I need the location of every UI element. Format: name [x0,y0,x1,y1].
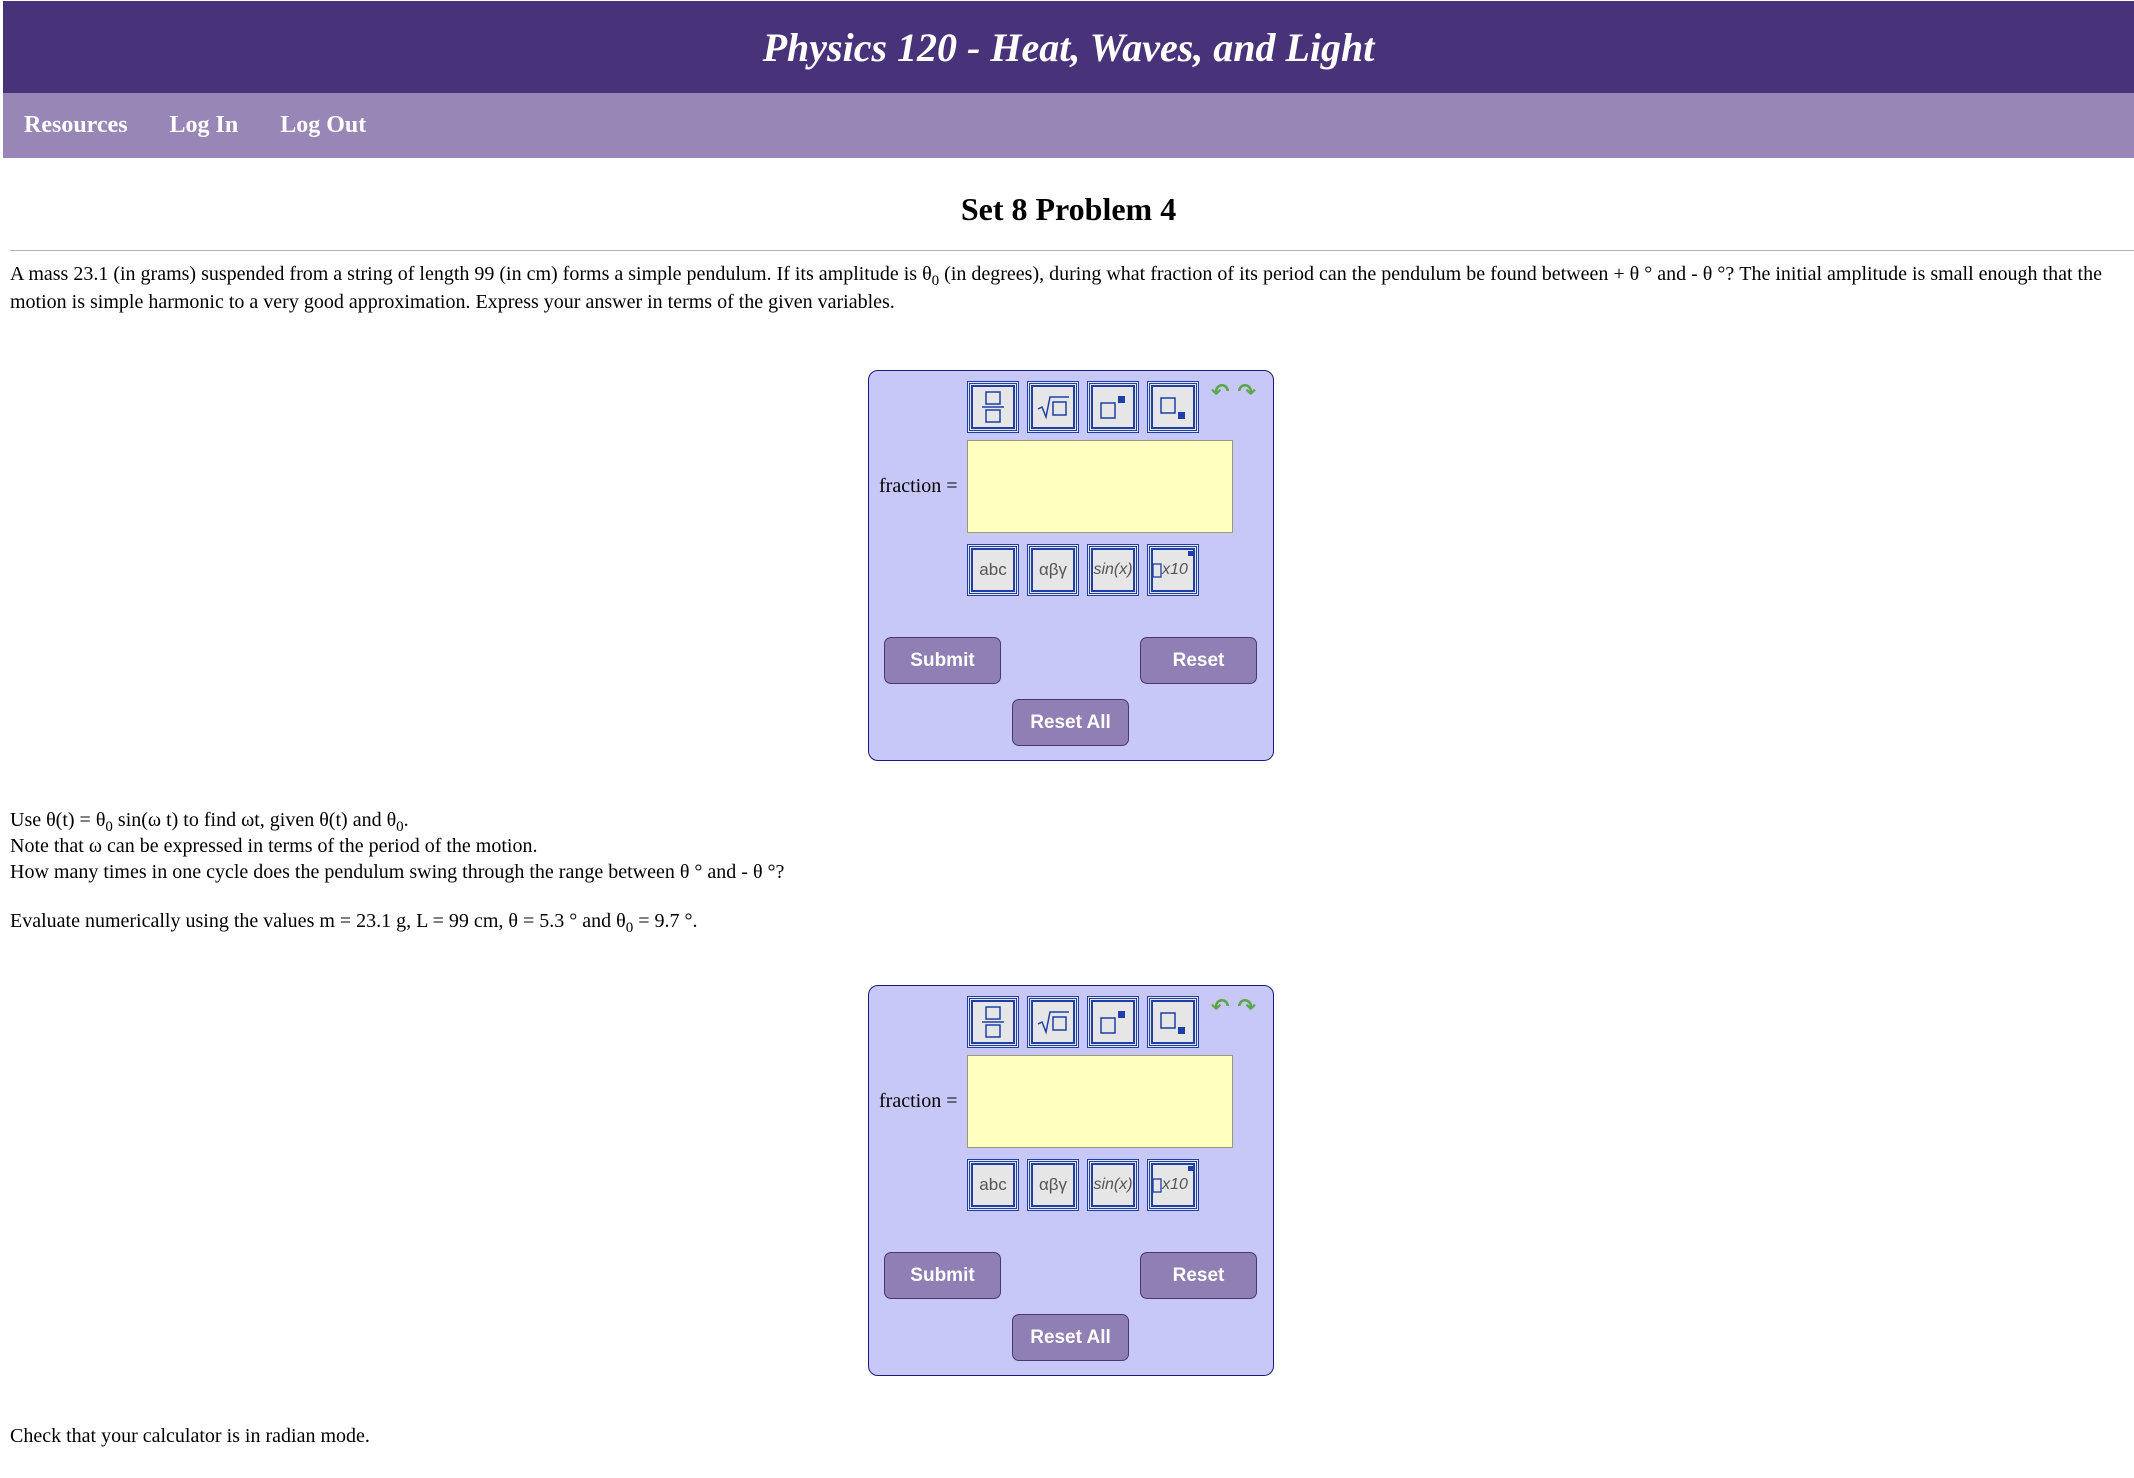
hint-line-1: Use $\theta(t) = \theta_0$ sin(ω t) to find ωt, given θ(t) and $\theta_0$. [10,809,409,835]
answer-box-2 [868,985,1274,1376]
superscript-icon[interactable] [1087,381,1139,433]
answer-input[interactable] [967,440,1233,533]
scientific-notation-button[interactable]: x10 [1147,544,1199,596]
functions-button[interactable]: sin(x) [1087,1159,1139,1211]
page [0,1,2134,1478]
answer-label: fraction = [879,1090,958,1112]
problem-statement: A mass 23.1 (in grams) suspended from a string of length 99 (in cm) forms a simple pendulum. If its amplitude is $\theta_0$ (in degrees), during what fraction of its period can the pendulum be found between + θ ° and - θ °? The initial amplitude is small enough that the motion is simple harmonic to a very good approximation. Express your answer in terms of the given variables. [10,263,2102,313]
math-toolbar-bottom [967,544,1199,596]
math-toolbar-top [967,996,1199,1048]
site-header [3,1,2134,93]
hint-line-2: Note that ω can be expressed in terms of the period of the motion. [10,835,538,857]
undo-icon[interactable]: ↶ [1211,995,1230,1020]
nav-login-link[interactable]: Log In [169,112,239,138]
site-title: Physics 120 - Heat, Waves, and Light [762,24,1375,70]
problem-title: Set 8 Problem 4 [960,191,1177,227]
text-mode-button[interactable]: abc [967,1159,1019,1211]
radian-mode-note: Check that your calculator is in radian mode. [10,1425,370,1447]
superscript-icon[interactable] [1087,996,1139,1048]
answer-label: fraction = [879,475,958,497]
subscript-icon[interactable] [1147,381,1199,433]
fraction-icon[interactable] [967,996,1019,1048]
functions-button[interactable]: sin(x) [1087,544,1139,596]
answer-input[interactable] [967,1055,1233,1148]
greek-letters-button[interactable]: αβγ [1027,1159,1079,1211]
reset-button[interactable]: Reset [1140,637,1257,684]
fraction-icon[interactable] [967,381,1019,433]
reset-all-button[interactable]: Reset All [1012,1314,1129,1361]
math-toolbar-bottom [967,1159,1199,1211]
hint-block [10,807,784,885]
submit-button[interactable]: Submit [884,637,1001,684]
subscript-icon[interactable] [1147,996,1199,1048]
reset-all-button[interactable]: Reset All [1012,699,1129,746]
nav-resources-link[interactable]: Resources [24,112,128,138]
reset-button[interactable]: Reset [1140,1252,1257,1299]
redo-icon[interactable]: ↷ [1237,995,1256,1020]
evaluate-instruction: Evaluate numerically using the values m = 23.1 g, L = 99 cm, θ = 5.3 ° and $\theta_0 = 9.7$ °. [10,910,698,936]
nav-bar [3,93,2134,158]
scientific-notation-button[interactable]: x10 [1147,1159,1199,1211]
math-toolbar-top [967,381,1199,433]
sqrt-icon[interactable] [1027,381,1079,433]
answer-box-1 [868,370,1274,761]
divider [10,250,2134,251]
text-mode-button[interactable]: abc [967,544,1019,596]
redo-icon[interactable]: ↷ [1237,380,1256,405]
nav-logout-link[interactable]: Log Out [280,112,367,138]
hint-line-3: How many times in one cycle does the pendulum swing through the range between θ ° and - θ °? [10,861,785,883]
submit-button[interactable]: Submit [884,1252,1001,1299]
undo-redo-group [1211,380,1256,405]
greek-letters-button[interactable]: αβγ [1027,544,1079,596]
undo-icon[interactable]: ↶ [1211,380,1230,405]
undo-redo-group [1211,995,1256,1020]
sqrt-icon[interactable] [1027,996,1079,1048]
